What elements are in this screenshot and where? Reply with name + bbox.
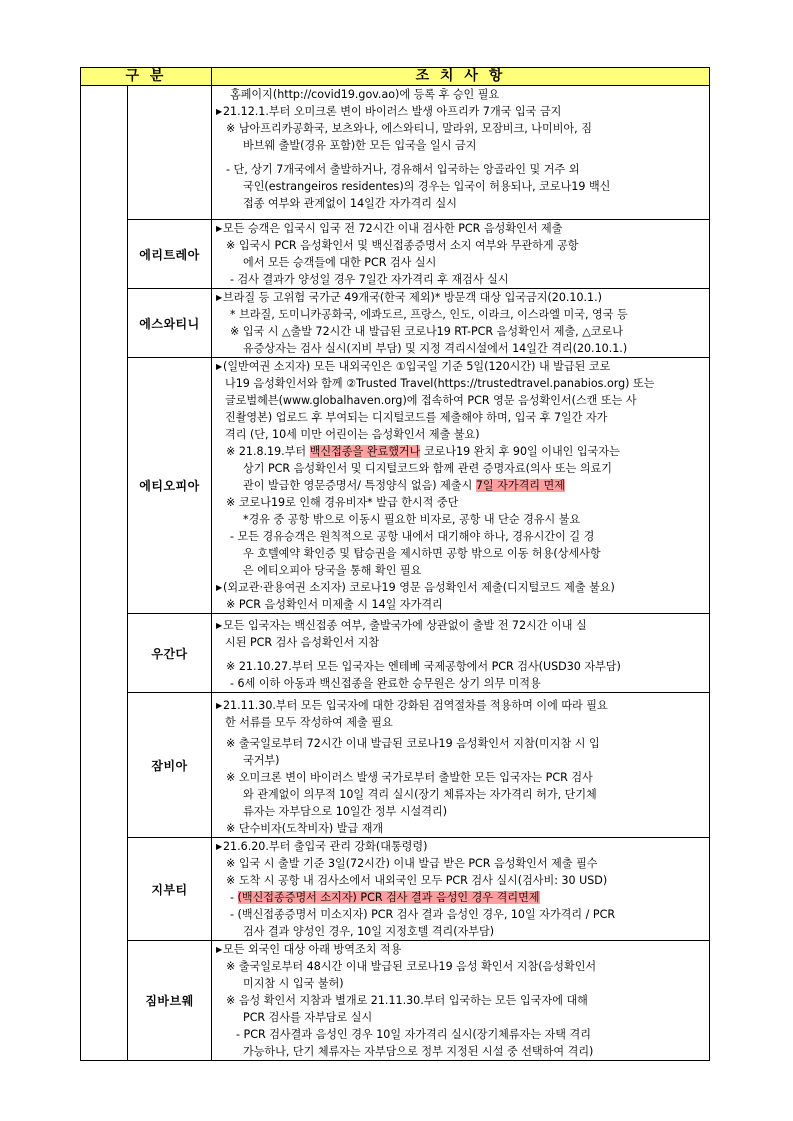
spacer [216,651,706,658]
text: 모든 입국자는 백신접종 여부, 출발국가에 상관없이 출발 전 72시간 이내 실 [223,619,587,632]
table-header-row [81,68,710,86]
spacer [216,212,706,219]
text: - [230,891,238,904]
country-cell [128,86,212,220]
note-line: 바브웨 출발(경유 포함)한 모든 입국을 일시 금지 [243,139,477,152]
triangle-bullet-icon: ▶ [216,362,223,371]
dash-line: - 단, 상기 7개국에서 출발하거나, 경유해서 입국하는 앙골라인 및 거주 외 [226,163,580,176]
triangle-bullet-icon: ▶ [216,224,223,233]
measures-cell [212,289,710,358]
note-line: ※ 입국시 PCR 음성확인서 및 백신접종증명서 소지 여부와 무관하게 공항 [226,239,579,252]
highlight: 7일 자가격리 면제 [475,479,565,492]
note-line: 국거부) [243,754,280,767]
note-line: ※ 출국일로부터 48시간 이내 발급된 코로나19 음성 확인서 지참(음성확인서 [226,960,597,973]
measures-cell [212,614,710,693]
note-line: 미지참 시 입국 불허) [243,977,344,990]
note-line: * 브라질, 도미니카공화국, 에콰도르, 프랑스, 인도, 이라크, 이스라엘 미국, 영국 등 [230,308,628,321]
note-line: *경유 중 공항 밖으로 이동시 필요한 비자로, 공항 내 단순 경유시 불요 [243,513,581,526]
text: (외교관·관용여권 소지자) 코로나19 영문 음성확인서 제출(디지털코드 제출 불요) [223,581,615,594]
measures-cell [212,693,710,838]
note-line: PCR 검사를 자부담로 실시 [243,1011,373,1024]
text-line: 한 서류를 모두 작성하여 제출 필요 [225,716,393,729]
text: 모든 승객은 입국시 입국 전 72시간 이내 검사한 PCR 음성확인서 제출 [223,222,563,235]
measures-cell [212,86,710,220]
bullet-line [216,289,706,306]
text: 코로나19 완치 후 90일 이내인 입국자는 [420,445,620,458]
note-line [216,477,706,494]
header-category: 구 분 [81,68,212,86]
text: 21.6.20.부터 출입국 관리 강화(대통령령) [223,840,428,853]
country-row-zimbabwe [81,941,710,1061]
dash-line: - 모든 경유승객은 원칙적으로 공항 내에서 대기해야 하나, 경유시간이 길 경 [230,530,595,543]
country-row-uganda [81,614,710,693]
measures-cell [212,941,710,1061]
measures-table [80,67,710,1061]
country-row-angola-cont [81,86,710,220]
dash-line: - 6세 이하 아동과 백신접종을 완료한 승무원은 상기 의무 미적용 [230,677,541,690]
bullet-line [216,358,706,375]
dash-line: - (백신접종증명서 미소지자) PCR 검사 결과 음성인 경우, 10일 자가격리 / PCR [230,908,616,921]
measures-cell [212,220,710,289]
dash-line: 은 에티오피아 당국을 통해 확인 필요 [243,564,422,577]
note-line: 에서 모든 승객들에 대한 PCR 검사 실시 [243,256,437,269]
note-line: ※ PCR 음성확인서 미제출 시 14일 자가격리 [226,598,443,611]
note-line: ※ 입국 시 출발 기준 3일(72시간) 이내 발급 받은 PCR 음성확인서 제출 필수 [226,857,598,870]
bullet-line [216,617,706,634]
note-line: 상기 PCR 음성확인서 및 디지털코드와 함께 관련 증명자료(의사 또는 의료기 [243,462,612,475]
measures-cell [212,358,710,614]
header-measures: 조 치 사 항 [212,68,710,86]
triangle-bullet-icon: ▶ [216,583,223,592]
bullet-line [216,941,706,958]
dash-line: 가능하나, 단기 체류자는 자부담으로 정부 지정된 시설 중 선택하여 격리) [243,1045,594,1058]
bullet-line [216,579,706,596]
country-cell: 짐바브웨 [128,941,212,1061]
highlight: (백신접종증명서 소지자) PCR 검사 결과 음성인 경우 격리면제 [237,891,540,904]
text-line: 시된 PCR 검사 음성확인서 지참 [225,636,380,649]
spacer [216,154,706,161]
dash-line: - PCR 검사결과 음성인 경우 10일 자가격리 실시(장기체류자는 자택 격리 [236,1028,591,1041]
country-cell: 에리트레아 [128,220,212,289]
triangle-bullet-icon: ▶ [216,701,223,710]
note-line: ※ 단수비자(도착비자) 발급 재개 [226,822,384,835]
text-line: 격리 (단, 10세 미만 어린이는 음성확인서 제출 불요) [225,428,480,441]
text: 관이 발급한 영문증명서/ 특정양식 없음) 제출시 [243,479,476,492]
country-cell: 지부티 [128,838,212,941]
bullet-line [216,103,706,120]
bullet-line [216,220,706,237]
dash-line [216,889,706,906]
measures-cell [212,838,710,941]
triangle-bullet-icon: ▶ [216,293,223,302]
note-line: 와 관계없이 의무적 10일 격리 실시(장기 체류자는 자가격리 허가, 단기체 [243,788,597,801]
country-cell: 우간다 [128,614,212,693]
text: 21.12.1.부터 오미크론 변이 바이러스 발생 아프리카 7개국 입국 금지 [223,105,562,118]
dash-line: 검사 결과 양성인 경우, 10일 지정호텔 격리(자부담) [243,925,495,938]
note-line: ※ 입국 시 △출발 72시간 내 발급된 코로나19 RT-PCR 음성확인서 제출, △코로나 [230,325,623,338]
dash-line: 우 호텔예약 확인증 및 탑승권을 제시하면 공항 밖으로 이동 허용(상세사항 [243,547,601,560]
bullet-line [216,697,706,714]
text-line: 홈페이지(http://covid19.gov.ao)에 등록 후 승인 필요 [230,88,500,101]
triangle-bullet-icon: ▶ [216,842,223,851]
note-line: ※ 21.10.27.부터 모든 입국자는 엔테베 국제공항에서 PCR 검사(USD30 자부담) [226,660,621,673]
note-line: ※ 코로나19로 인해 경유비자* 발급 한시적 중단 [226,496,459,509]
country-row-eswatini [81,289,710,358]
note-line: ※ 남아프리카공화국, 보츠와나, 에스와티니, 말라위, 모잠비크, 나미비아, 짐 [226,122,592,135]
note-line: ※ 오미크론 변이 바이러스 발생 국가로부터 출발한 모든 입국자는 PCR 검사 [226,771,593,784]
dash-line: 국인(estrangeiros residentes)의 경우는 입국이 허용되나, 코로나19 백신 [243,180,611,193]
text: ※ 21.8.19.부터 [226,445,310,458]
highlight: 백신접종을 완료했거나 [309,445,421,458]
text-line: 진촬영본) 업로드 후 부여되는 디지털코드를 제출해야 하며, 입국 후 7일간 자가 [225,411,608,424]
text-line: 나19 음성확인서와 함께 ②Trusted Travel(https://trustedtravel.panabios.org) 또는 [225,377,655,390]
country-cell: 에스와티니 [128,289,212,358]
note-line: ※ 출국일로부터 72시간 이내 발급된 코로나19 음성확인서 지참(미지참 시 입 [226,737,600,750]
triangle-bullet-icon: ▶ [216,945,223,954]
dash-line: - 검사 결과가 양성일 경우 7일간 자가격리 후 재검사 실시 [230,273,509,286]
region-blank-cell [81,86,128,1061]
note-line: ※ 도착 시 공항 내 검사소에서 내외국인 모두 PCR 검사 실시(검사비: 30 USD) [226,874,608,887]
country-row-djibouti [81,838,710,941]
text: 21.11.30.부터 모든 입국자에 대한 강화된 검역절차를 적용하며 이에 따라 필요 [223,699,608,712]
country-row-ethiopia [81,358,710,614]
country-cell: 잠비아 [128,693,212,838]
country-row-eritrea [81,220,710,289]
triangle-bullet-icon: ▶ [216,107,223,116]
text: (일반여권 소지자) 모든 내외국인은 ①입국일 기준 5일(120시간) 내 발급된 코로 [223,360,611,373]
country-cell: 에티오피아 [128,358,212,614]
note-line: 유증상자는 검사 실시(지비 부담) 및 지정 격리시설에서 14일간 격리(20.10.1.) [243,342,628,355]
note-line: ※ 음성 확인서 지참과 별개로 21.11.30.부터 입국하는 모든 입국자에 대해 [226,994,588,1007]
text: 모든 외국인 대상 아래 방역조치 적용 [223,943,402,956]
bullet-line [216,838,706,855]
note-line: 류자는 자부담으로 10일간 정부 시설격리) [243,805,448,818]
note-line [216,443,706,460]
dash-line: 접종 여부와 관계없이 14일간 자가격리 실시 [243,197,457,210]
text: 브라질 등 고위험 국가군 49개국(한국 제외)* 방문객 대상 입국금지(20.10.1.) [223,291,602,304]
triangle-bullet-icon: ▶ [216,621,223,630]
text-line: 글로벌헤븐(www.globalhaven.org)에 접속하여 PCR 영문 음성확인서(스캔 또는 사 [225,394,637,407]
country-row-zambia [81,693,710,838]
